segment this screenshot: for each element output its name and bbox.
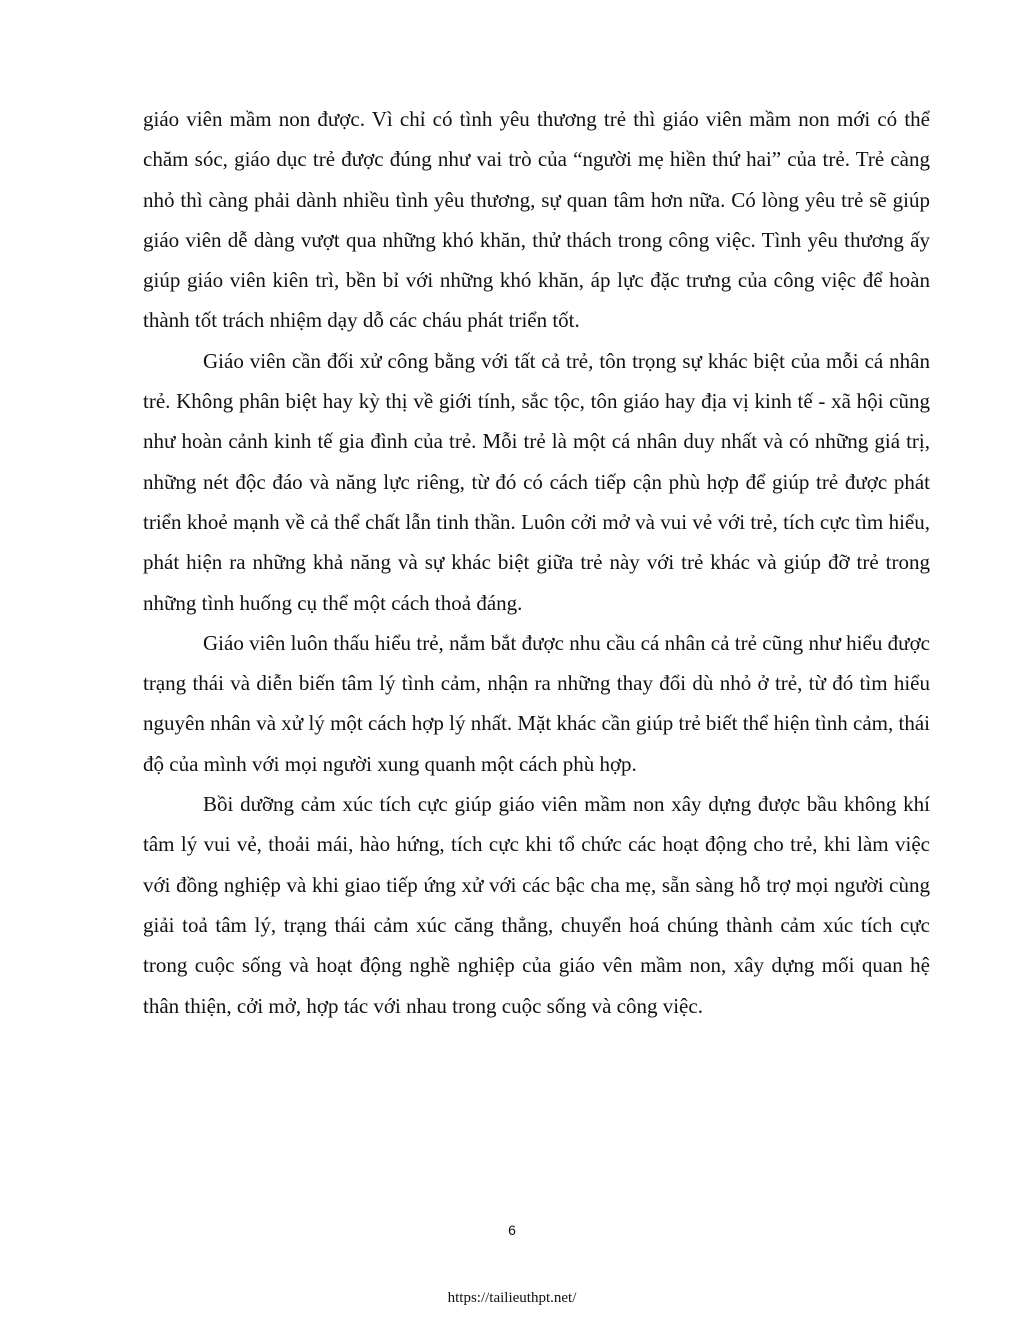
document-body (143, 99, 930, 1026)
paragraph-1: giáo viên mầm non được. Vì chỉ có tình yêu thương trẻ thì giáo viên mầm non mới có thể chăm sóc, giáo dục trẻ được đúng như vai trò của “người mẹ hiền thứ hai” của trẻ. Trẻ càng nhỏ thì càng phải dành nhiều tình yêu thương, sự quan tâm hơn nữa. Có lòng yêu trẻ sẽ giúp giáo viên dễ dàng vượt qua những khó khăn, thử thách trong công việc. Tình yêu thương ấy giúp giáo viên kiên trì, bền bỉ với những khó khăn, áp lực đặc trưng của công việc để hoàn thành tốt trách nhiệm dạy dỗ các cháu phát triển tốt. (143, 107, 930, 333)
page-number: 6 (508, 1222, 516, 1238)
paragraph-2: Giáo viên cần đối xử công bằng với tất cả trẻ, tôn trọng sự khác biệt của mỗi cá nhân trẻ. Không phân biệt hay kỳ thị về giới tính, sắc tộc, tôn giáo hay địa vị kinh tế - xã hội cũng như hoàn cảnh kinh tế gia đình của trẻ. Mỗi trẻ là một cá nhân duy nhất và có những giá trị, những nét độc đáo và năng lực riêng, từ đó có cách tiếp cận phù hợp để giúp trẻ được phát triển khoẻ mạnh về cả thể chất lẫn tinh thần. Luôn cởi mở và vui vẻ với trẻ, tích cực tìm hiểu, phát hiện ra những khả năng và sự khác biệt giữa trẻ này với trẻ khác và giúp đỡ trẻ trong những tình huống cụ thể một cách thoả đáng. (143, 348, 930, 615)
paragraph-4: Bồi dưỡng cảm xúc tích cực giúp giáo viên mầm non xây dựng được bầu không khí tâm lý vui vẻ, thoải mái, hào hứng, tích cực khi tổ chức các hoạt động cho trẻ, khi làm việc với đồng nghiệp và khi giao tiếp ứng xử với các bậc cha mẹ, sẵn sàng hỗ trợ mọi người cùng giải toả tâm lý, trạng thái cảm xúc căng thẳng, chuyển hoá chúng thành cảm xúc tích cực trong cuộc sống và hoạt động nghề nghiệp của giáo vên mầm non, xây dựng mối quan hệ thân thiện, cởi mở, hợp tác với nhau trong cuộc sống và công việc. (143, 792, 930, 1018)
footer-link[interactable]: https://tailieuthpt.net/ (447, 1290, 577, 1306)
paragraph-3: Giáo viên luôn thấu hiểu trẻ, nắm bắt được nhu cầu cá nhân cả trẻ cũng như hiểu được trạng thái và diễn biến tâm lý tình cảm, nhận ra những thay đổi dù nhỏ ở trẻ, từ đó tìm hiểu nguyên nhân và xử lý một cách hợp lý nhất. Mặt khác cần giúp trẻ biết thể hiện tình cảm, thái độ của mình với mọi người xung quanh một cách phù hợp. (143, 630, 930, 776)
